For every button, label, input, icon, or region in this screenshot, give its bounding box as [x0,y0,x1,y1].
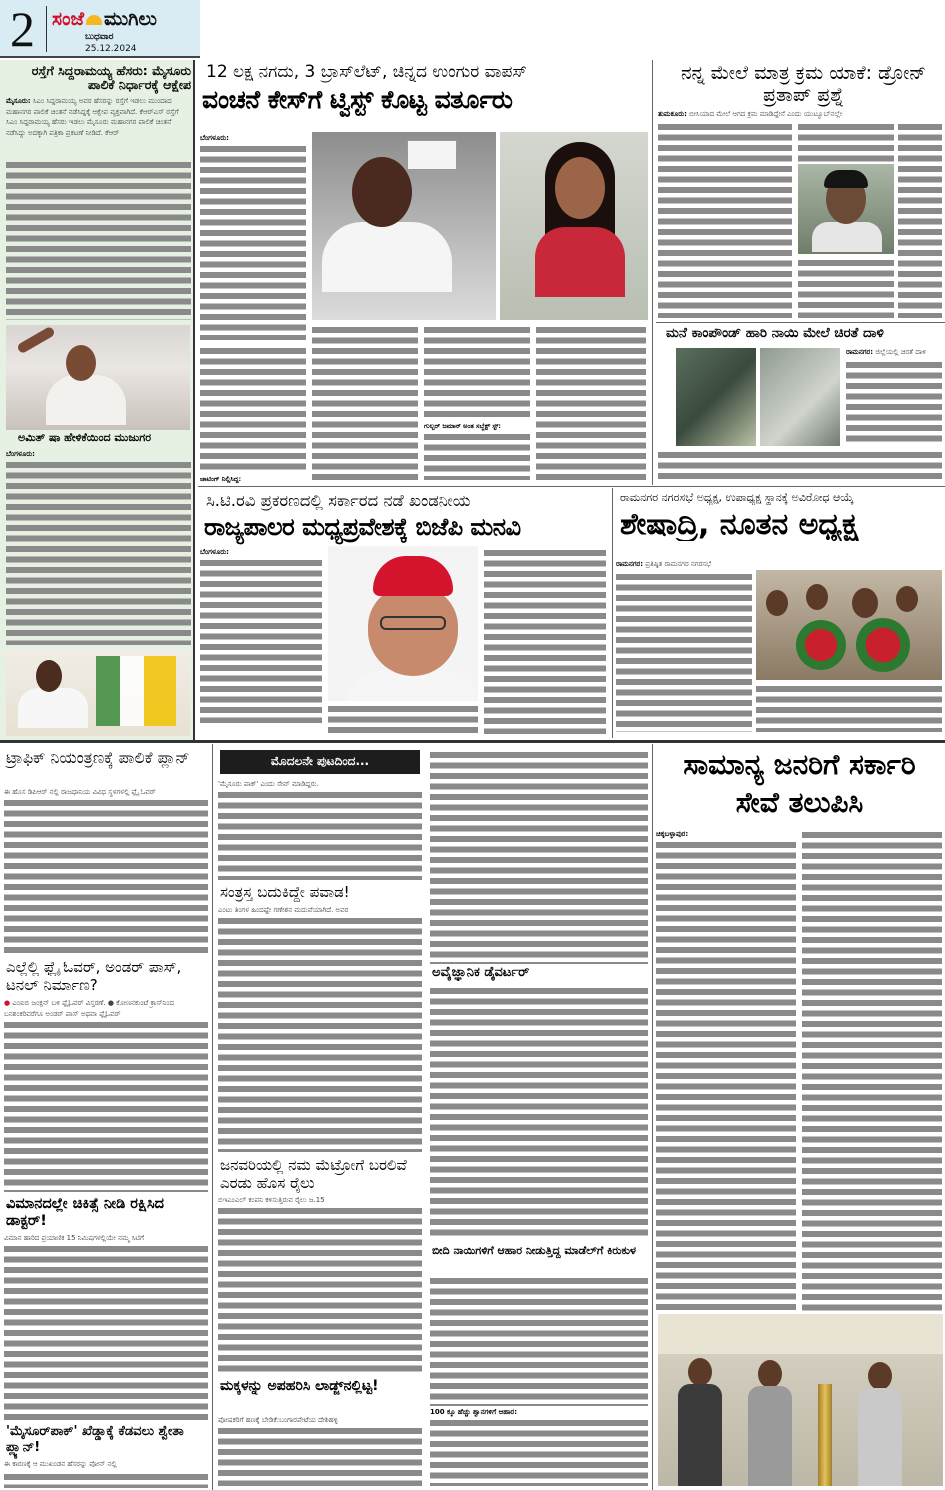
amit-shah-body [6,450,191,459]
leopard-headline[interactable]: ಮನೆ ಕಾಂಪೌಂಡ್ ಹಾರಿ ನಾಯಿ ಮೇಲೆ ಚಿರತೆ ದಾಳಿ [666,325,884,341]
varthur-subhead: ಚಾಟಿಂಗ್ ನಿಲ್ಲಿಸಿದ್ದ: [200,475,242,483]
siddaramaiah-photo [6,325,190,430]
ct-ravi-headline[interactable]: ರಾಜ್ಯಪಾಲರ ಮಧ್ಯಪ್ರವೇಶಕ್ಕೆ ಬಿಜೆಪಿ ಮನವಿ [204,513,521,541]
varthur-kicker[interactable]: 12 ಲಕ್ಷ ನಗದು, 3 ಬ್ರಾಸ್‌ಲೆಟ್, ಚಿನ್ನದ ಉಂಗುರ ವಾಪಸ್ [206,62,527,82]
dateline: ಬೆಂಗಳೂರು: [6,450,35,458]
article-text-lines [6,160,191,320]
amit-shah-headline[interactable]: ಅಮಿತ್ ಷಾ ಹೇಳಿಕೆಯಿಂದ ಮುಜುಗರ [18,431,152,444]
article-text-lines [430,986,648,1240]
logo-text-red: ಸಂಜೆ [52,8,85,30]
continued-banner: ಮೊದಲನೇ ಪುಟದಿಂದ... [220,750,420,774]
dateline: ರಾಮನಗರ: [846,348,874,356]
ramanagara-felicitation-photo [756,570,942,680]
samanya-janarige-story [654,744,945,1490]
traffic-lead: ಈ ಹೊಸ ಡಿಪಿಆರ್ ನಲ್ಲಿ ರಾಜಧಾನಿಯ ವಿವಿಧ ಸ್ಥಳಗಳಲ್ಲಿ ಫ್ಲೈ ಓವರ್ [4,788,156,796]
varthur-subhead: ಗುಲ್ಬರ್ ಜಮಾನ್ ಅಂತ ಸಬ್ಜೆಕ್ಟ್ ಸ್ಟ್: [424,422,502,430]
article-text-lines [430,750,648,964]
article-text-lines [430,1276,648,1406]
section-rule-thick [0,740,945,743]
leopard-story [656,324,945,484]
article-text-lines [802,830,942,1312]
model-dog-headline[interactable]: ಬೀದಿ ನಾಯಿಗಳಿಗೆ ಆಹಾರ ನೀಡುತ್ತಿದ್ದ ಮಾಡೆಲ್‌ಗೆ ಕಿರುಕುಳ [432,1244,636,1257]
article-text-lines [846,360,942,446]
article-text-lines [312,325,418,480]
doctor-lead: ವಿಮಾನ ಹಾರಿದ ಪ್ರಯಾಣಿಕ 15 ನಿಮಿಷಗಳಲ್ಲಿಯೇ ನಮ್ಮ ಸಿಟಿಗೆ [4,1234,145,1242]
lower-left-column [0,744,210,1490]
siddaramaiah-road-headline[interactable]: ರಸ್ತೆಗೆ ಸಿದ್ದರಾಮಯ್ಯ ಹೆಸರು: ಮೈಸೂರು ಪಾಲಿಕೆ ನಿರ್ಧಾರಕ್ಕೆ ಆಕ್ಷೇಪ [31,63,191,92]
column-rule [652,60,653,485]
drone-prathap-photo [798,164,894,254]
continued-section [214,744,650,1490]
dateline: ಮೈಸೂರು: [6,97,31,105]
governor-photo [328,546,478,701]
section-rule [198,486,945,487]
article-text-lines [658,122,792,318]
article-text-lines [4,1020,208,1192]
story-lead-text: ಜಿಲ್ಲೆಯಲ್ಲಿ ಚಿರತೆ ದಾಳಿ [875,348,927,356]
ct-ravi-kicker[interactable]: ಸಿ.ಟಿ.ರವಿ ಪ್ರಕರಣದಲ್ಲಿ ಸರ್ಕಾರದ ನಡೆ ಖಂಡನೀಯ [206,491,471,510]
article-text-lines [4,798,208,954]
sun-palm-icon [86,15,102,25]
traffic-plan-headline[interactable]: ಟ್ರಾಫಿಕ್ ನಿಯಂತ್ರಣಕ್ಕೆ ಪಾಲಿಕೆ ಪ್ಲಾನ್ [6,748,190,767]
kidnap-lead: ಪೋಷಕರಿಗೆ ಹಣಕ್ಕೆ ಬೇಡಿಕೆ:ಬಂಗಾರಪೇಟೆಯ ದೇಶಿಹಳ್ಳಿ [218,1416,338,1424]
politician-speaking-photo [6,650,190,736]
article-text-lines [328,704,478,734]
article-text-lines [536,325,646,480]
dateline: ಬೆಂಗಳೂರು: [200,134,229,142]
dateline: ರಾಮನಗರ: [616,560,644,568]
story-lead-text: ಸಿಎಂ ಸಿದ್ದರಾಮಯ್ಯ ಅವರ ಹೆಸರನ್ನು ರಸ್ತೆಗೆ ಇಡಲು ಮುಂದಾದ ಮಹಾನಗರ ಪಾಲಿಕೆ ಚಿಂತನೆ ನಡೆಸಿದ್ದಕ್ಕೆ ಆಕ್ಷೇಪ ವ್ಯಕ್ತವಾಗಿದೆ. ಕೆಆರ್‌ಎಸ್ ರಸ್ತೆಗೆ ಸಿಎಂ ಸಿದ್ದರಾಮಯ್ಯ ಹೆಸರು ಇಡಲು ಮೈಸೂರು ಮಹಾನಗರ ಪಾಲಿಕೆ ಚಿಂತನೆ ನಡೆಸಿದ್ದು ಅದಕ್ಕಾಗಿ ಪತ್ರಿಕಾ ಪ್ರಕಟಣೆ ನೀಡಿದೆ. ಕೆಆರ್ [6,97,179,137]
drone-prathap-story [656,60,945,322]
article-text-lines [4,1244,208,1420]
santrasta-headline[interactable]: ಸಂತ್ರಸ್ತ ಬದುಕಿದ್ದೇ ಪವಾಡ! [220,883,350,901]
varthur-headline[interactable]: ವಂಚನೆ ಕೇಸ್‌ಗೆ ಟ್ವಿಸ್ಟ್ ಕೊಟ್ಟ ವರ್ತೂರು [202,85,513,114]
doctor-headline[interactable]: ವಿಮಾನದಲ್ಲೇ ಚಿಕಿತ್ಸೆ ನೀಡಿ ರಕ್ಷಿಸಿದ ಡಾಕ್ಟರ್! [6,1196,165,1229]
page-number: 2 [10,1,35,57]
story-lead-text: ಪ್ರತಿಷ್ಠಿತ ರಾಮನಗರ ನಗರಸಭೆ [645,560,712,568]
logo-text-black: ಮುಗಿಲು [104,8,157,30]
article-text-lines [218,1426,422,1486]
dateline: ಚಿಕ್ಕಬಳ್ಳಾಪುರ: [656,830,689,838]
drone-dateline-row [658,110,943,119]
article-text-lines [200,346,306,474]
ramanagara-headline[interactable]: ಶೇಷಾದ್ರಿ, ನೂತನ ಅಧ್ಯಕ್ಷ [620,508,859,541]
diverter-headline[interactable]: ಅವೈಜ್ಞಾನಿಕ ಡೈವರ್ಟರ್ [432,965,530,980]
drone-prathap-headline[interactable]: ನನ್ನ ಮೇಲೆ ಮಾತ್ರ ಕ್ರಮ ಯಾಕೆ: ಡ್ರೋನ್ ಪ್ರತಾಪ್ ಪ್ರಶ್ನೆ [680,62,927,106]
article-text-lines [218,1206,422,1374]
ct-ravi-story [198,488,610,738]
leopard-dateline-row [846,348,942,357]
column-rule [612,488,613,738]
issue-day: ಬುಧವಾರ [85,32,114,42]
santrasta-lead: ಎಂಟು ತಿಂಗಳ ಹಿಂದಷ್ಟೇ ಗಣೇಶನ ಮದುವೆಯಾಗಿದೆ. ಅವರ [218,906,349,914]
bullet-icon: ● [4,999,11,1007]
column-rule [212,744,213,1490]
metro-lead: ಬಿಇಎಂಎಲ್ ಕಂಪನಿ ಕಳಿಸುತ್ತಿರುವ ರೈಲು ಜ.15 [218,1196,325,1204]
varthur-story [198,60,650,485]
story-lead-text: ಬೀಸಿಯಾದ ಮೇಲೆ ಆಗದ ಕ್ರಮ ಮಾಡಿದ್ದೇನೆ ಎಂದು ಯುಟ್ಯೂಬ್‌ನಲ್ಲೇ [689,110,843,118]
varthur-dateline-row [200,134,306,143]
samanya-dateline-row [656,830,796,839]
article-text-lines [898,122,942,318]
leopard-cctv-photo-2 [760,348,840,446]
lamp-lighting-photo [658,1314,943,1486]
article-text-lines [656,840,796,1312]
ramanagara-story [614,488,945,738]
column-rule [652,744,653,1490]
metro-headline[interactable]: ಜನವರಿಯಲ್ಲಿ ನಮ ಮೆಟ್ರೋಗೆ ಬರಲಿವೆ ಎರಡು ಹೊಸ ರೈಲು [220,1156,407,1192]
leopard-cctv-photo-1 [676,348,756,446]
article-text-lines [200,558,322,723]
mysorepak-lead: ಈ ಕಾರಣಕ್ಕೆ ಆ ಮುಖಂಡನ ಹೆಸರನ್ನು ಪೋನ್ ನಲ್ಲಿ [4,1460,117,1468]
flyover-lead [4,998,208,1019]
article-text-lines [658,450,942,482]
article-text-lines [218,790,422,880]
section-rule [656,322,945,323]
article-text-lines [200,144,306,340]
article-text-lines [798,122,894,162]
issue-date: 25.12.2024 [85,44,137,54]
woman-photo [500,132,648,320]
article-text-lines [756,684,942,732]
flyover-headline[interactable]: ಎಲ್ಲೆಲ್ಲಿ ಫ್ಲೈ ಓವರ್, ಅಂಡರ್ ಪಾಸ್, ಟನಲ್ ನಿರ್ಮಾಣ? [6,958,182,994]
continued-lead: 'ಮೈಸೂರು ಪಾಕ್' ಎಂದು ಸೇವ್ ಮಾಡಿದ್ದರು. [218,780,319,788]
story-lead-text: ಎಂಐಬಿ ಜಂಕ್ಷನ್ ಬಳಿ ಫ್ಲೈಓವರ್ ವಿಸ್ತರಣೆ. ● ಕೋಣನಕುಂಟೆ ಕ್ರಾಸ್‌ನಿಂದ ಬನಶಂಕರಿವರೆಗೂ ಅಂಡರ್ ಪಾಸ್ ಅಥವಾ ಫ್ಲೈಓವರ್ [4,999,174,1018]
article-text-lines [6,460,191,645]
masthead [0,0,200,58]
left-sidebar-column [0,60,195,740]
mysorepak-headline[interactable]: 'ಮೈಸೂರ್‌ಪಾಕ್' ಖೆಡ್ಡಾಕ್ಕೆ ಕೆಡವಲು ಶ್ವೇತಾ ಪ್ಲ್ಯಾನ್! [6,1424,184,1455]
article-text-lines [424,325,530,421]
ramanagara-dateline-row [616,560,752,569]
article-text-lines [4,1472,208,1488]
newspaper-logo[interactable] [52,8,157,30]
varthur-photo [312,132,496,320]
article-text-lines [798,258,894,318]
article-text-lines [430,1418,648,1486]
kidnap-headline[interactable]: ಮಕ್ಕಳನ್ನು ಅಪಹರಿಸಿ ಲಾಡ್ಜ್‌ನಲ್ಲಿಟ್ಟ! [220,1378,379,1394]
article-text-lines [424,432,530,480]
article-text-lines [484,548,606,734]
samanya-janarige-headline[interactable]: ಸಾಮಾನ್ಯ ಜನರಿಗೆ ಸರ್ಕಾರಿ ಸೇವೆ ತಲುಪಿಸಿ [683,748,916,819]
ramanagara-kicker[interactable]: ರಾಮನಗರ ನಗರಸಭೆ ಅಧ್ಯಕ್ಷ, ಉಪಾಧ್ಯಕ್ಷ ಸ್ಥಾನಕ್ಕೆ ಅವಿರೋಧ ಆಯ್ಕೆ [620,492,854,504]
article-text-lines [218,916,422,1152]
dateline: ಬೆಂಗಳೂರು: [200,548,229,556]
article-text-lines [616,572,752,732]
ct-ravi-dateline-row [200,548,320,557]
masthead-divider [46,6,47,52]
dateline: ತುಮಕೂರು: [658,110,687,118]
dog-subhead: 100 ಕ್ಕೂ ಹೆಚ್ಚು ಶ್ವಾನಗಳಿಗೆ ಆಹಾರ: [430,1408,518,1416]
